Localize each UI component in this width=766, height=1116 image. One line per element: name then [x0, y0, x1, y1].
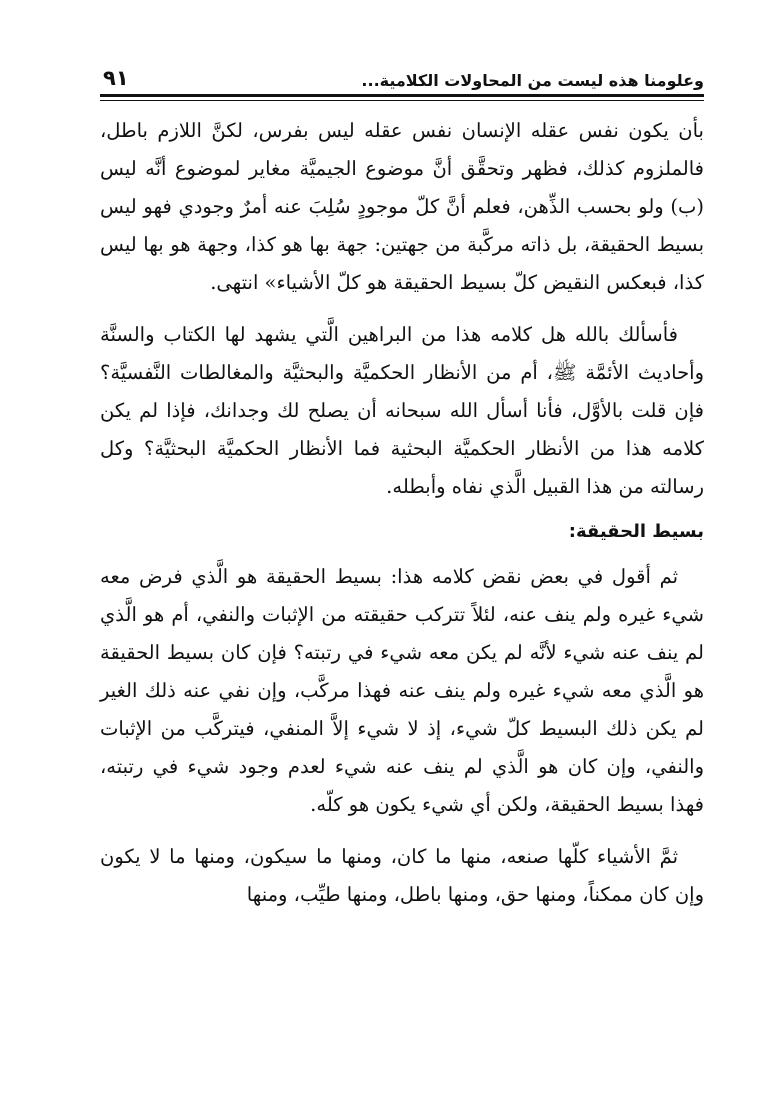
paragraph-3: ثم أقول في بعض نقض كلامه هذا: بسيط الحقيقة هو الَّذي فرض معه شيء غيره ولم ينف عنه، لئلاً تتركب حقيقته من الإثبات والنفي، أم هو الَّذي لم ينف عنه شيء لأنَّه لم يكن معه شيء في رتبته؟ فإن كان بسيط الحقيقة هو الَّذي معه شيء غيره ولم ينف عنه فهذا مركَّب، وإن نفي عنه ذلك الغير لم يكن ذلك البسيط كلّ شيء، إذ لا شيء إلاَّ المنفي، فيتركَّب من الإثبات والنفي، وإن كان هو الَّذي لم ينف عنه شيء لعدم وجود شيء في رتبته، فهذا بسيط الحقيقة، ولكن أي شيء يكون هو كلّه.	[100, 565, 704, 816]
page-number: ٩١	[103, 66, 129, 90]
paragraph-2: فأسألك بالله هل كلامه هذا من البراهين الَّتي يشهد لها الكتاب والسنَّة وأحاديث الأئمَّة ﷺ، أم من الأنظار الحكميَّة والبحثيَّة والمغالطات النَّفسيَّة؟ فإن قلت بالأوَّل، فأنا أسأل الله سبحانه أن يصلح لك وجدانك، فإذا لم يكن كلامه هذا من الأنظار الحكميَّة البحثية فما الأنظار الحكميَّة البحثيَّة؟ وكل رسالته من هذا القبيل الَّذي نفاه وأبطله.	[100, 323, 704, 498]
body-text	[100, 112, 704, 914]
section-heading: بسيط الحقيقة:	[568, 521, 704, 542]
paragraph-1: بأن يكون نفس عقله الإنسان نفس عقله ليس بفرس، لكنَّ اللازم باطل، فالملزوم كذلك، فظهر وتحقَّق أنَّ موضوع الجيميَّة مغاير لموضوع أنَّه ليس (ب) ولو بحسب الذِّهن، فعلم أنَّ كلّ موجودٍ سُلِبَ عنه أمرٌ وجودي فهو ليس بسيط الحقيقة، بل ذاته مركَّبة من جهتين: جهة بها هو كذا، وجهة هو بها ليس كذا، فبعكس النقيض كلّ بسيط الحقيقة هو كلّ الأشياء» انتهى.	[100, 119, 704, 294]
running-header	[103, 60, 704, 90]
paragraph-4: ثمَّ الأشياء كلّها صنعه، منها ما كان، ومنها ما سيكون، ومنها ما لا يكون وإن كان ممكناً، ومنها حق، ومنها باطل، ومنها طيِّب، ومنها	[100, 845, 704, 906]
header-rule-thick	[100, 94, 704, 97]
header-rule-thin	[100, 100, 704, 101]
running-title: وعلومنا هذه ليست من المحاولات الكلامية...	[361, 71, 704, 90]
